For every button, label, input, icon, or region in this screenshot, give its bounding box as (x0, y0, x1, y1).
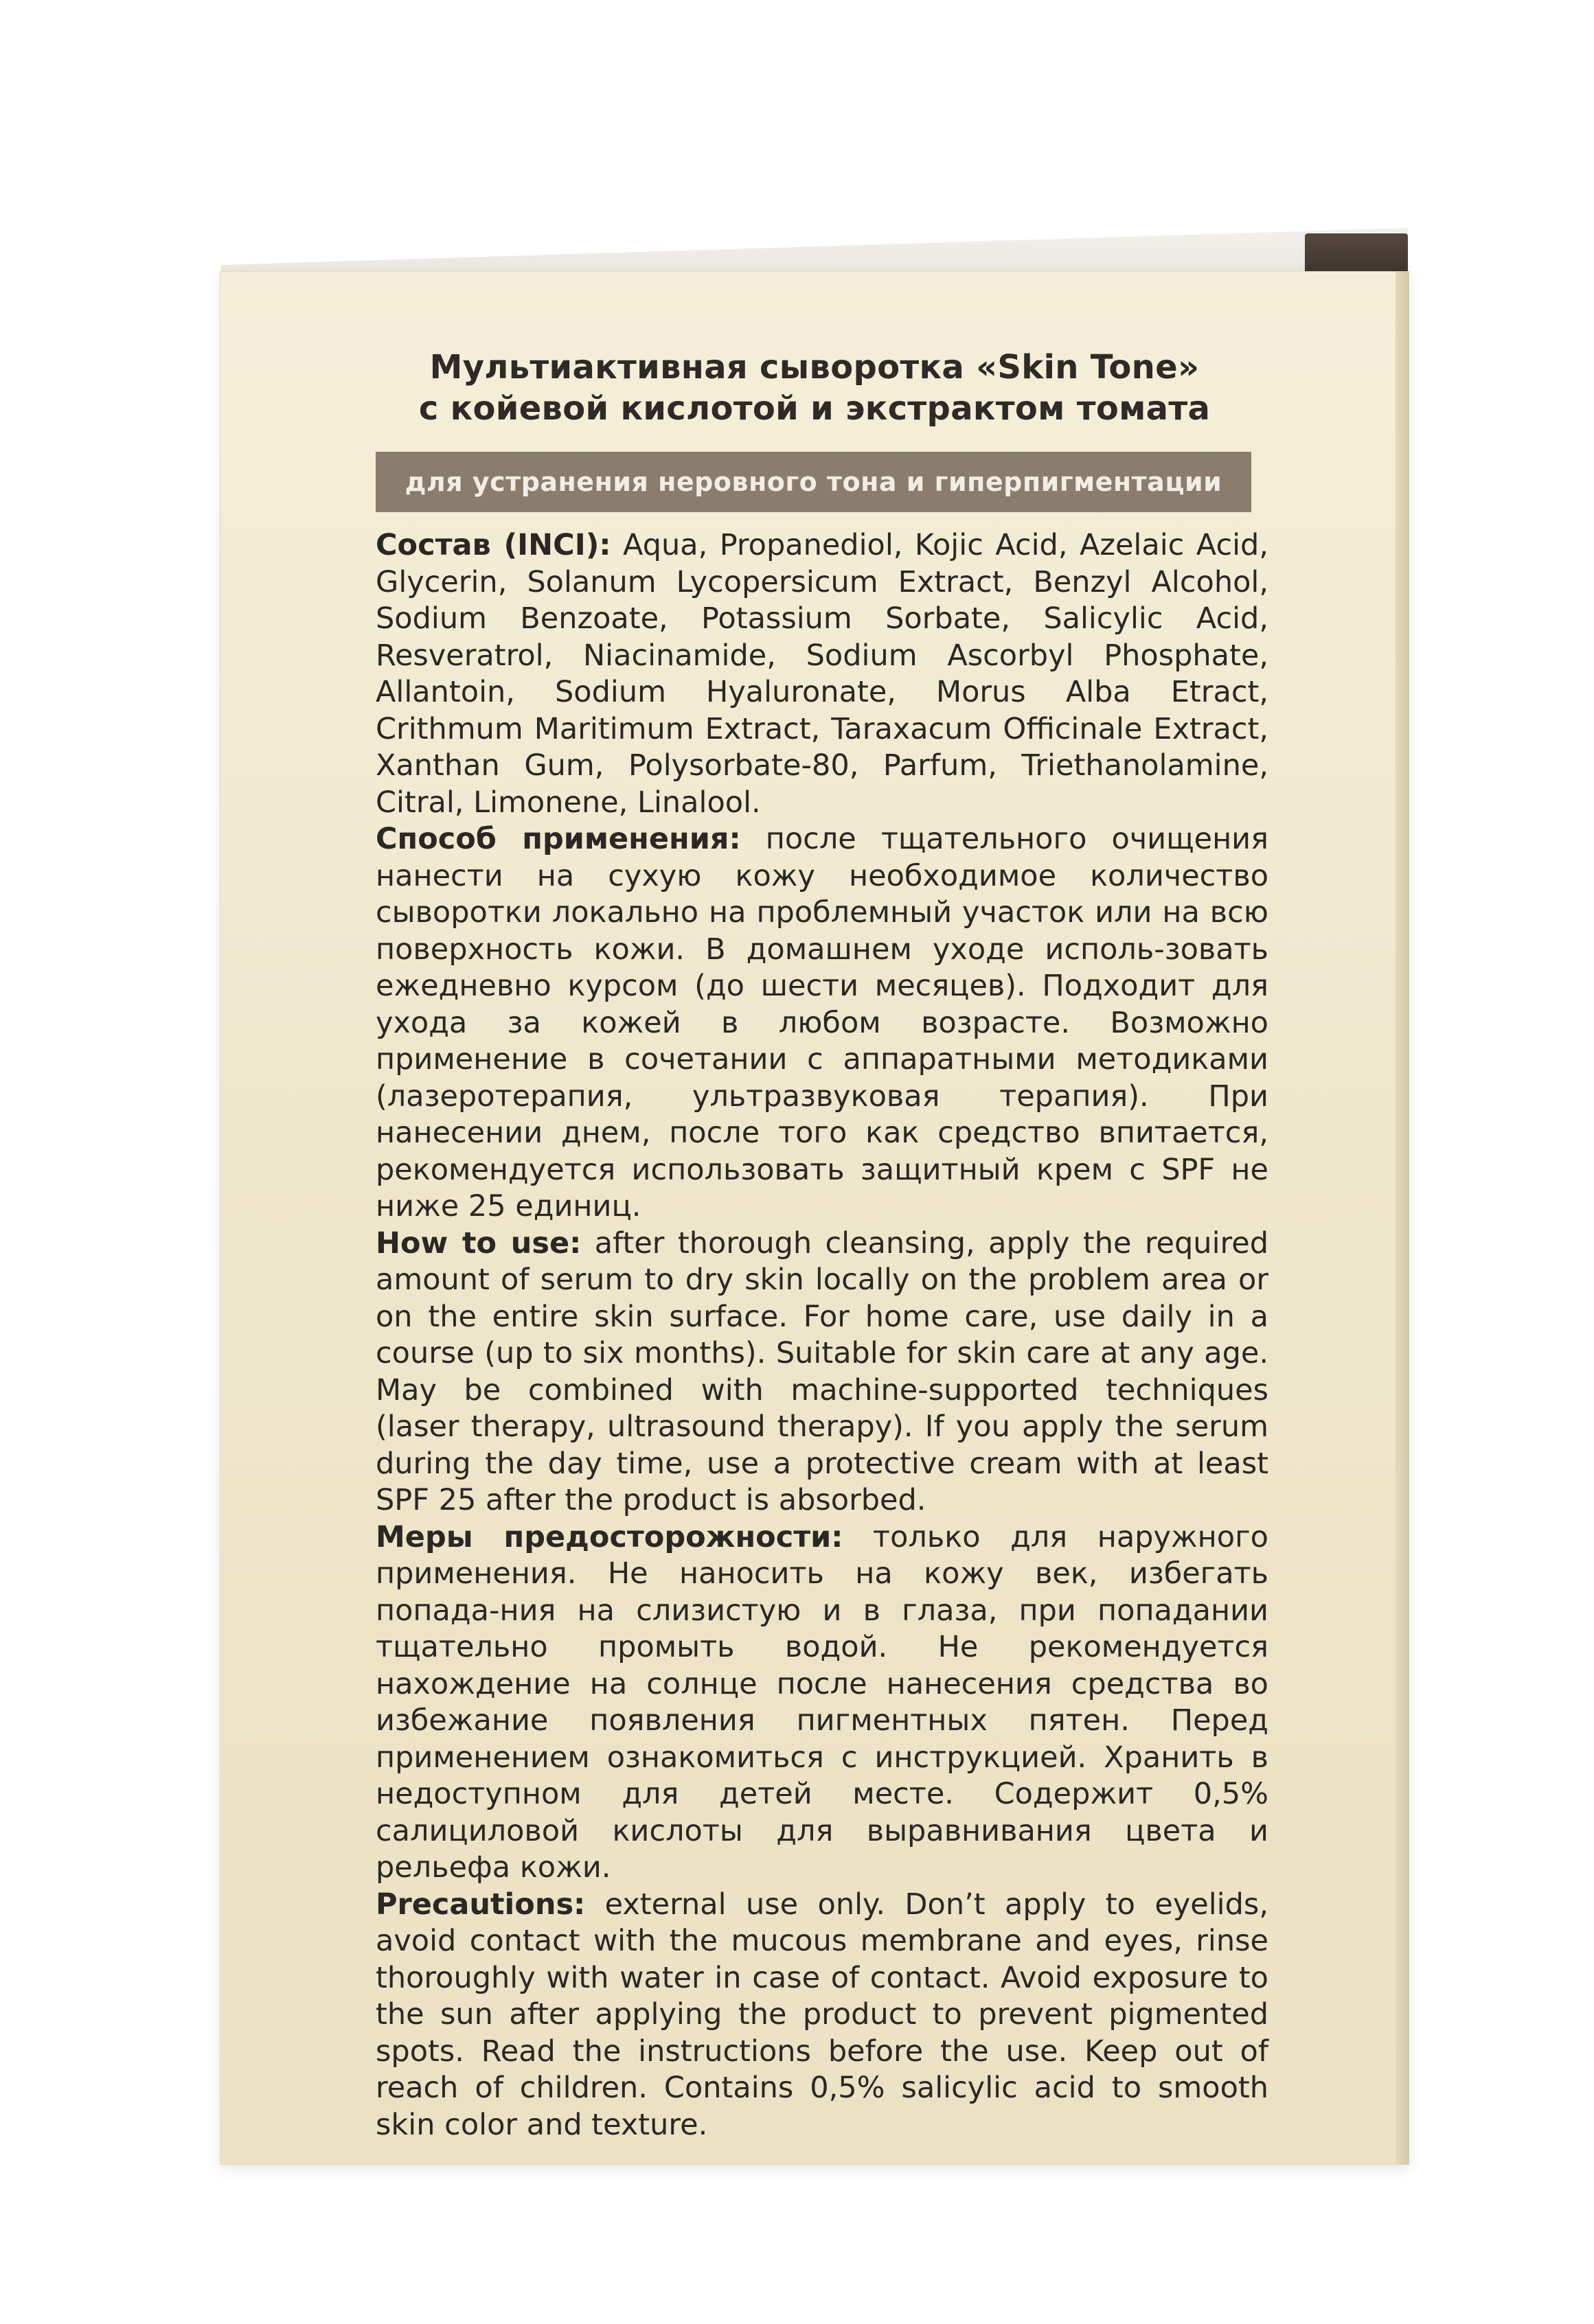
product-title-line-2: с койевой кислотой и экстрактом томата (418, 389, 1211, 428)
label-text-content (376, 527, 1268, 2143)
section-precautions-ru (376, 1519, 1268, 1887)
section-text: external use only. Don’t apply to eyelids, avoid contact with the mucous membrane and eyes, rinse thoroughly with water in case of contact. Avoid exposure to the sun after applying the product to prevent pigmented spots. Read the instructions before the use. Keep out of reach of children. Contains 0,5% salicylic acid to smooth skin color and texture. (376, 1887, 1268, 2142)
product-title-line-1: Мультиактивная сыворотка «Skin Tone» (429, 348, 1200, 387)
section-label: Способ применения: (376, 822, 741, 856)
section-text: after thorough cleansing, apply the required amount of serum to dry skin locally on the problem area or on the entire skin surface. For home care, use daily in a course (up to six months). Suitable for skin care at any age. May be combined with machine-supported techniques (laser therapy, ultrasound therapy). If you apply the serum during the day time, use a protective cream with at least SPF 25 after the product is absorbed. (376, 1226, 1268, 1517)
section-precautions-en (376, 1887, 1268, 2144)
section-text: после тщательного очищения нанести на сухую кожу необходимое количество сыворотки локально на проблемный участок или на всю поверхность кожи. В домашнем уходе исполь-зовать ежедневно курсом (до шести месяцев). Подходит для ухода за кожей в любом возрасте. Возможно применение в сочетании с аппаратными методиками (лазеротерапия, ультразвуковая терапия). При нанесении днем, после того как средство впитается, рекомендуется использовать защитный крем с SPF не ниже 25 единиц. (376, 822, 1268, 1223)
product-subtitle-band (376, 452, 1251, 512)
section-text: Aqua, Propanediol, Kojic Acid, Azelaic Acid, Glycerin, Solanum Lycopersicum Extract, Benzyl Alcohol, Sodium Benzoate, Potassium Sorbate, Salicylic Acid, Resveratrol, Niacinamide, Sodium Ascorbyl Phosphate, Allantoin, Sodium Hyaluronate, Morus Alba Etract, Crithmum Maritimum Extract, Taraxacum Officinale Extract, Xanthan Gum, Polysorbate-80, Parfum, Triethanolamine, Citral, Limonene, Linalool. (376, 528, 1268, 820)
section-label: Precautions: (376, 1887, 586, 1922)
section-label: Состав (INCI): (376, 528, 611, 562)
section-ingredients (376, 527, 1268, 821)
product-subtitle: для устранения неровного тона и гиперпигментации (405, 467, 1222, 497)
section-label: Меры предосторожности: (376, 1519, 843, 1554)
section-label: How to use: (376, 1226, 582, 1261)
section-usage-ru (376, 821, 1268, 1226)
section-text: только для наружного применения. Не наносить на кожу век, избегать попада-ния на слизистую и в глаза, при попадании тщательно промыть водой. Не рекомендуется нахождение на солнце после нанесения средства во избежание появления пигментных пятен. Перед применением ознакомиться с инструкцией. Хранить в недоступном для детей месте. Содержит 0,5% салициловой кислоты для выравнивания цвета и рельефа кожи. (376, 1519, 1268, 1885)
box-top-dark-edge (1305, 233, 1408, 275)
product-title (220, 347, 1409, 429)
box-right-edge (1396, 271, 1409, 2165)
section-usage-en (376, 1226, 1268, 1519)
